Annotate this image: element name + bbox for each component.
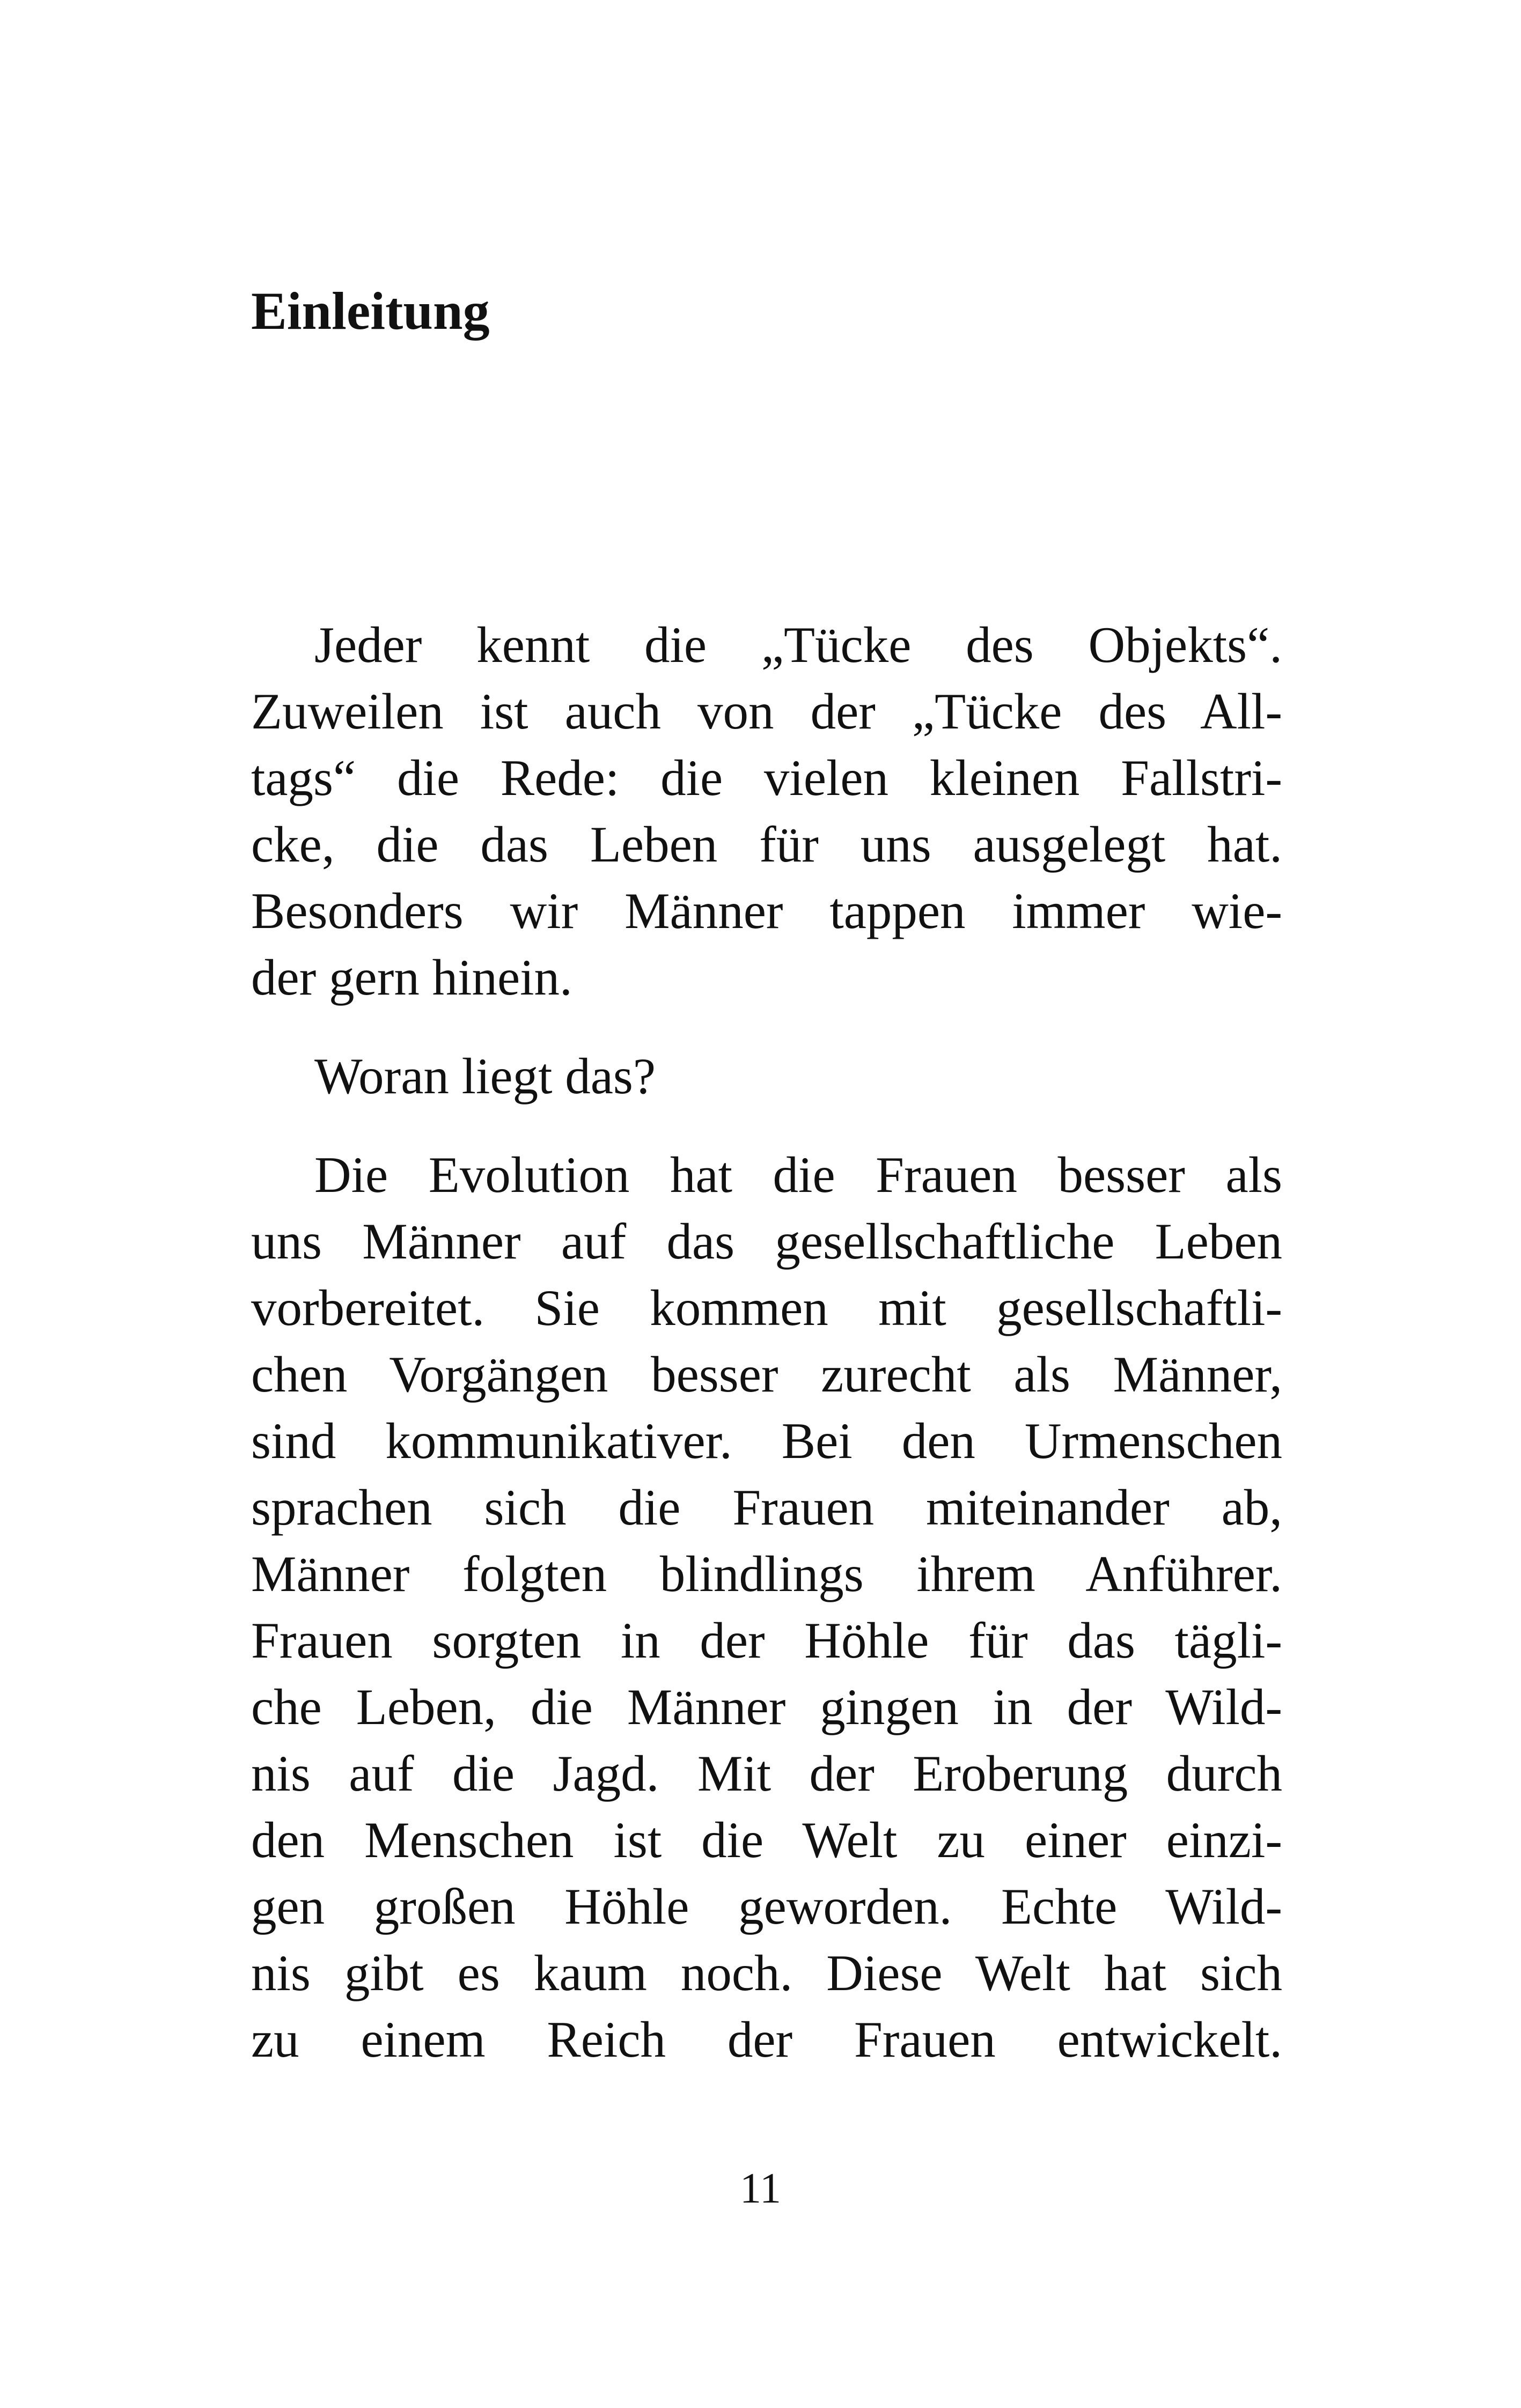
text-line: zu einem Reich der Frauen entwickelt.: [251, 2011, 1282, 2068]
text-line: sind kommunikativer. Bei den Urmenschen: [251, 1412, 1282, 1469]
text-line: Männer folgten blindlings ihrem Anführer.: [251, 1545, 1282, 1602]
text-line: Frauen sorgten in der Höhle für das tägli-: [251, 1612, 1282, 1669]
text-line: tags“ die Rede: die vielen kleinen Fallstri-: [251, 749, 1282, 806]
text-line: cke, die das Leben für uns ausgelegt hat.: [251, 816, 1282, 873]
chapter-title: Einleitung: [251, 281, 490, 341]
text-line: Die Evolution hat die Frauen besser als: [314, 1146, 1282, 1203]
text-line: nis gibt es kaum noch. Diese Welt hat sich: [251, 1945, 1282, 2001]
text-line: uns Männer auf das gesellschaftliche Leben: [251, 1213, 1282, 1270]
page-number: 11: [739, 2165, 782, 2212]
text-line: che Leben, die Männer gingen in der Wild-: [251, 1678, 1282, 1735]
text-line: nis auf die Jagd. Mit der Eroberung durch: [251, 1745, 1282, 1802]
paragraph: [251, 1043, 1282, 1109]
text-line: der gern hinein.: [251, 949, 572, 1006]
text-line: Jeder kennt die „Tücke des Objekts“.: [314, 616, 1282, 673]
text-line: gen großen Höhle geworden. Echte Wild-: [251, 1878, 1282, 1935]
text-line: sprachen sich die Frauen miteinander ab,: [251, 1479, 1282, 1536]
text-line: Woran liegt das?: [314, 1048, 656, 1104]
body-text: [251, 612, 1282, 2073]
text-line: chen Vorgängen besser zurecht als Männer,: [251, 1346, 1282, 1403]
text-line: Zuweilen ist auch von der „Tücke des All-: [251, 683, 1282, 740]
text-line: den Menschen ist die Welt zu einer einzi-: [251, 1811, 1282, 1868]
paragraph: [251, 612, 1282, 1011]
paragraph-gap: [251, 1011, 1282, 1043]
paragraph: [251, 1142, 1282, 2073]
text-line: Besonders wir Männer tappen immer wie-: [251, 882, 1282, 939]
paragraph-gap: [251, 1109, 1282, 1142]
text-line: vorbereitet. Sie kommen mit gesellschaftli-: [251, 1279, 1282, 1336]
